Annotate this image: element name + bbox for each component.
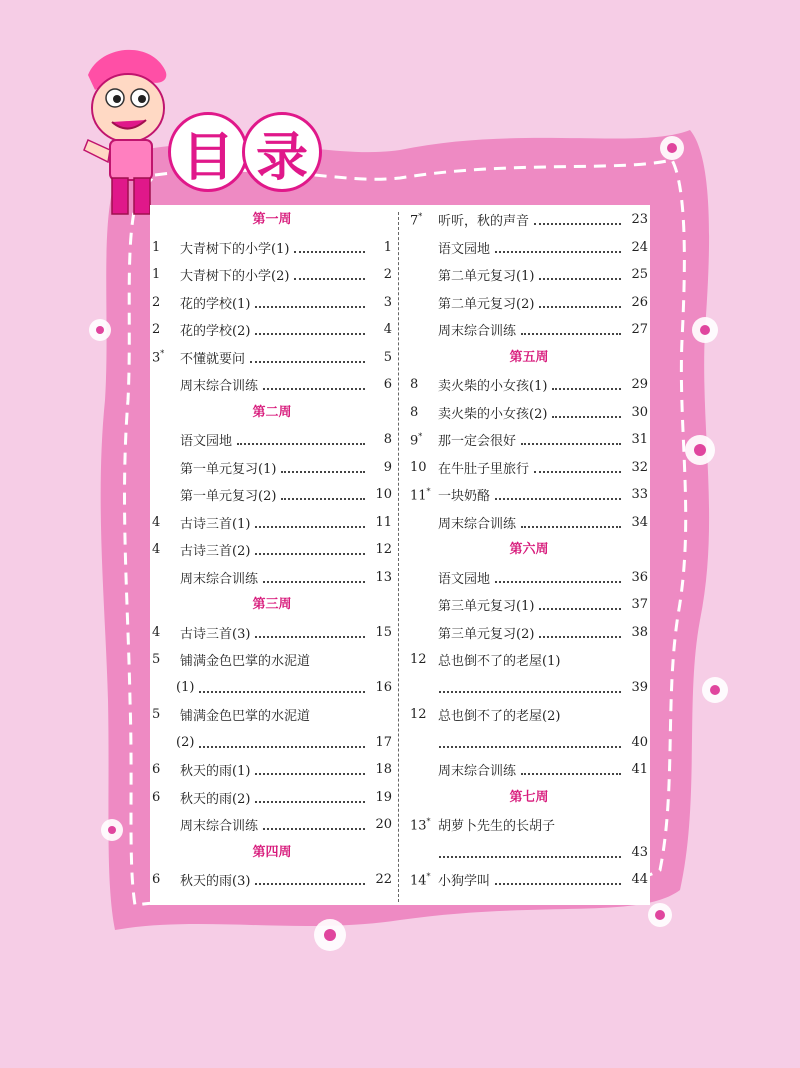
dot-leader	[255, 635, 365, 638]
dot-leader	[255, 800, 365, 803]
left-column	[152, 206, 392, 894]
toc-entry	[152, 619, 392, 647]
page-number: 44	[631, 872, 648, 888]
lesson-number: 4	[152, 542, 161, 558]
entry-title: 小狗学叫	[438, 874, 491, 890]
dot-leader	[255, 525, 365, 528]
toc-entry	[410, 399, 648, 427]
page-number: 38	[631, 624, 648, 640]
dot-leader	[294, 277, 365, 280]
star-mark: *	[426, 486, 431, 496]
dot-leader	[294, 250, 365, 253]
dot-leader	[199, 745, 365, 748]
lesson-number: 7*	[410, 211, 423, 228]
entry-title: 第一单元复习(2)	[180, 489, 277, 505]
week-heading: 第一周	[252, 212, 292, 227]
dot-leader	[552, 387, 621, 390]
toc-entry	[410, 564, 648, 592]
entry-title: 第二单元复习(2)	[438, 296, 535, 312]
page-number: 20	[375, 817, 392, 833]
entry-title: 大青树下的小学(2)	[180, 269, 290, 285]
dot-leader	[539, 607, 621, 610]
toc-entry	[152, 536, 392, 564]
title-char-2: 录	[242, 112, 322, 192]
page-number: 25	[631, 267, 648, 283]
toc-entry	[410, 811, 648, 839]
entry-title: 第三单元复习(1)	[438, 599, 535, 615]
dot-leader	[263, 580, 365, 583]
entry-title: 古诗三首(1)	[180, 516, 251, 532]
lesson-number: 14*	[410, 871, 431, 888]
dot-leader	[495, 882, 621, 885]
dot-leader	[281, 497, 365, 500]
dot-leader	[263, 827, 365, 830]
page-number: 30	[631, 404, 648, 420]
page-number: 34	[631, 514, 648, 530]
entry-title: 周末综合训练	[180, 819, 259, 835]
toc-entry	[410, 316, 648, 344]
entry-title: 语文园地	[438, 571, 491, 587]
toc-entry	[410, 646, 648, 674]
toc-entry	[410, 866, 648, 894]
dot-leader	[495, 580, 621, 583]
dot-leader	[439, 690, 621, 693]
lesson-number: 2	[152, 322, 161, 338]
page-number: 17	[375, 734, 392, 750]
dot-leader	[263, 387, 365, 390]
toc-entry	[152, 344, 392, 372]
dot-leader	[539, 277, 621, 280]
entry-title: 铺满金色巴掌的水泥道	[180, 654, 311, 670]
dot-leader	[539, 635, 621, 638]
page-number: 5	[383, 349, 392, 365]
entry-title: 胡萝卜先生的长胡子	[438, 819, 556, 835]
page-number: 23	[631, 212, 648, 228]
entry-title: 铺满金色巴掌的水泥道	[180, 709, 311, 725]
lesson-number: 13*	[410, 816, 431, 833]
entry-title: 周末综合训练	[180, 571, 259, 587]
toc-entry	[152, 646, 392, 674]
star-mark: *	[426, 871, 431, 881]
page-number: 33	[631, 487, 648, 503]
lesson-number: 1	[152, 239, 161, 255]
entry-title: 第二单元复习(1)	[438, 269, 535, 285]
entry-title: 那一定会很好	[438, 434, 517, 450]
entry-title: 不懂就要问	[180, 351, 246, 367]
dot-leader	[495, 497, 621, 500]
toc-entry	[410, 454, 648, 482]
entry-title: 第一单元复习(1)	[180, 461, 277, 477]
page-number: 8	[383, 432, 392, 448]
page-number: 9	[383, 459, 392, 475]
lesson-number: 12	[410, 707, 427, 723]
toc-entry	[152, 811, 392, 839]
entry-title: 秋天的雨(2)	[180, 791, 251, 807]
toc-entry	[410, 729, 648, 757]
dot-leader	[255, 305, 365, 308]
toc-entry	[152, 261, 392, 289]
entry-title: 总也倒不了的老屋(2)	[438, 709, 561, 725]
toc-entry	[152, 371, 392, 399]
toc-entry	[152, 674, 392, 702]
week-heading: 第六周	[509, 542, 549, 557]
toc-entry	[152, 289, 392, 317]
toc-entry	[410, 426, 648, 454]
toc-entry	[152, 481, 392, 509]
lesson-number: 4	[152, 624, 161, 640]
toc-entry	[152, 756, 392, 784]
page-number: 4	[383, 322, 392, 338]
page-number: 27	[631, 322, 648, 338]
dot-leader	[237, 442, 365, 445]
entry-title: 听听，秋的声音	[438, 214, 530, 230]
page-number: 31	[631, 432, 648, 448]
lesson-number: 8	[410, 404, 419, 420]
entry-title: 周末综合训练	[438, 764, 517, 780]
entry-title: 古诗三首(3)	[180, 626, 251, 642]
entry-title: 周末综合训练	[438, 516, 517, 532]
entry-title: 周末综合训练	[438, 324, 517, 340]
toc-entry	[152, 426, 392, 454]
lesson-number: 6	[152, 762, 161, 778]
entry-title: 语文园地	[180, 434, 233, 450]
page-number: 1	[383, 239, 392, 255]
page-number: 16	[375, 679, 392, 695]
lesson-number: 6	[152, 872, 161, 888]
page-number: 26	[631, 294, 648, 310]
toc-entry	[152, 234, 392, 262]
dot-leader	[255, 882, 365, 885]
page-number: 15	[375, 624, 392, 640]
lesson-number: 2	[152, 294, 161, 310]
entry-title: 周末综合训练	[180, 379, 259, 395]
lesson-number: 8	[410, 377, 419, 393]
dot-leader	[495, 250, 621, 253]
star-mark: *	[426, 816, 431, 826]
title-char-1: 目	[168, 112, 248, 192]
page-number: 13	[375, 569, 392, 585]
toc-entry	[410, 261, 648, 289]
toc-entry	[410, 839, 648, 867]
toc-entry	[152, 316, 392, 344]
star-mark: *	[160, 349, 165, 359]
lesson-number: 6	[152, 789, 161, 805]
lesson-number: 9*	[410, 431, 423, 448]
toc-entry	[410, 206, 648, 234]
toc-entry	[410, 234, 648, 262]
star-mark: *	[418, 431, 423, 441]
page-number: 32	[631, 459, 648, 475]
page-number: 37	[631, 597, 648, 613]
dot-leader	[199, 690, 365, 693]
toc-entry	[410, 481, 648, 509]
dot-leader	[539, 305, 621, 308]
toc-entry	[410, 701, 648, 729]
toc-entry	[152, 729, 392, 757]
toc-entry	[152, 866, 392, 894]
page-number: 36	[631, 569, 648, 585]
week-heading: 第二周	[252, 404, 292, 420]
lesson-number: 3*	[152, 349, 165, 366]
dot-leader	[521, 332, 621, 335]
dot-leader	[521, 772, 621, 775]
entry-title: 卖火柴的小女孩(1)	[438, 379, 548, 395]
page-number: 41	[631, 762, 648, 778]
page-number: 43	[631, 844, 648, 860]
entry-title: 卖火柴的小女孩(2)	[438, 406, 548, 422]
entry-title: 一块奶酪	[438, 489, 491, 505]
right-column	[410, 206, 648, 894]
dot-leader	[521, 442, 621, 445]
week-heading: 第五周	[509, 349, 549, 365]
lesson-number: 5	[152, 652, 161, 668]
dot-leader	[534, 222, 621, 225]
entry-title: 第三单元复习(2)	[438, 626, 535, 642]
toc-entry	[152, 701, 392, 729]
entry-title: (1)	[176, 679, 195, 695]
dot-leader	[255, 552, 365, 555]
dot-leader	[439, 745, 621, 748]
entry-title: (2)	[176, 734, 195, 750]
entry-title: 总也倒不了的老屋(1)	[438, 654, 561, 670]
toc-entry	[410, 371, 648, 399]
toc-entry	[410, 509, 648, 537]
toc-entry	[152, 784, 392, 812]
entry-title: 花的学校(1)	[180, 296, 251, 312]
lesson-number: 4	[152, 514, 161, 530]
toc-entry	[410, 591, 648, 619]
column-divider	[398, 212, 399, 902]
lesson-number: 5	[152, 707, 161, 723]
toc-title	[168, 112, 316, 192]
entry-title: 语文园地	[438, 241, 491, 257]
entry-title: 秋天的雨(3)	[180, 874, 251, 890]
dot-leader	[521, 525, 621, 528]
page-number: 6	[383, 377, 392, 393]
entry-title: 花的学校(2)	[180, 324, 251, 340]
page-number: 24	[631, 239, 648, 255]
lesson-number: 10	[410, 459, 427, 475]
week-heading: 第三周	[252, 597, 292, 612]
week-heading: 第四周	[252, 844, 292, 860]
dot-leader	[552, 415, 621, 418]
page-number: 29	[631, 377, 648, 393]
lesson-number: 11*	[410, 486, 431, 503]
entry-title: 秋天的雨(1)	[180, 764, 251, 780]
toc-entry	[410, 289, 648, 317]
toc-entry	[152, 564, 392, 592]
week-heading: 第七周	[509, 789, 549, 805]
page-number: 22	[375, 872, 392, 888]
toc-entry	[152, 509, 392, 537]
dot-leader	[250, 360, 365, 363]
toc-entry	[410, 619, 648, 647]
lesson-number: 12	[410, 652, 427, 668]
page-number: 10	[375, 487, 392, 503]
star-mark: *	[418, 211, 423, 221]
dot-leader	[255, 332, 365, 335]
dot-leader	[281, 470, 365, 473]
page-number: 2	[383, 267, 392, 283]
page-number: 12	[375, 542, 392, 558]
dot-leader	[439, 855, 621, 858]
page-number: 19	[375, 789, 392, 805]
toc-entry	[410, 756, 648, 784]
entry-title: 大青树下的小学(1)	[180, 241, 290, 257]
toc-entry	[152, 454, 392, 482]
page-number: 40	[631, 734, 648, 750]
page-number: 18	[375, 762, 392, 778]
entry-title: 在牛肚子里旅行	[438, 461, 530, 477]
lesson-number: 1	[152, 267, 161, 283]
page-number: 3	[383, 294, 392, 310]
page-number: 39	[631, 679, 648, 695]
entry-title: 古诗三首(2)	[180, 544, 251, 560]
toc-entry	[410, 674, 648, 702]
page-number: 11	[375, 514, 392, 530]
dot-leader	[534, 470, 621, 473]
dot-leader	[255, 772, 365, 775]
